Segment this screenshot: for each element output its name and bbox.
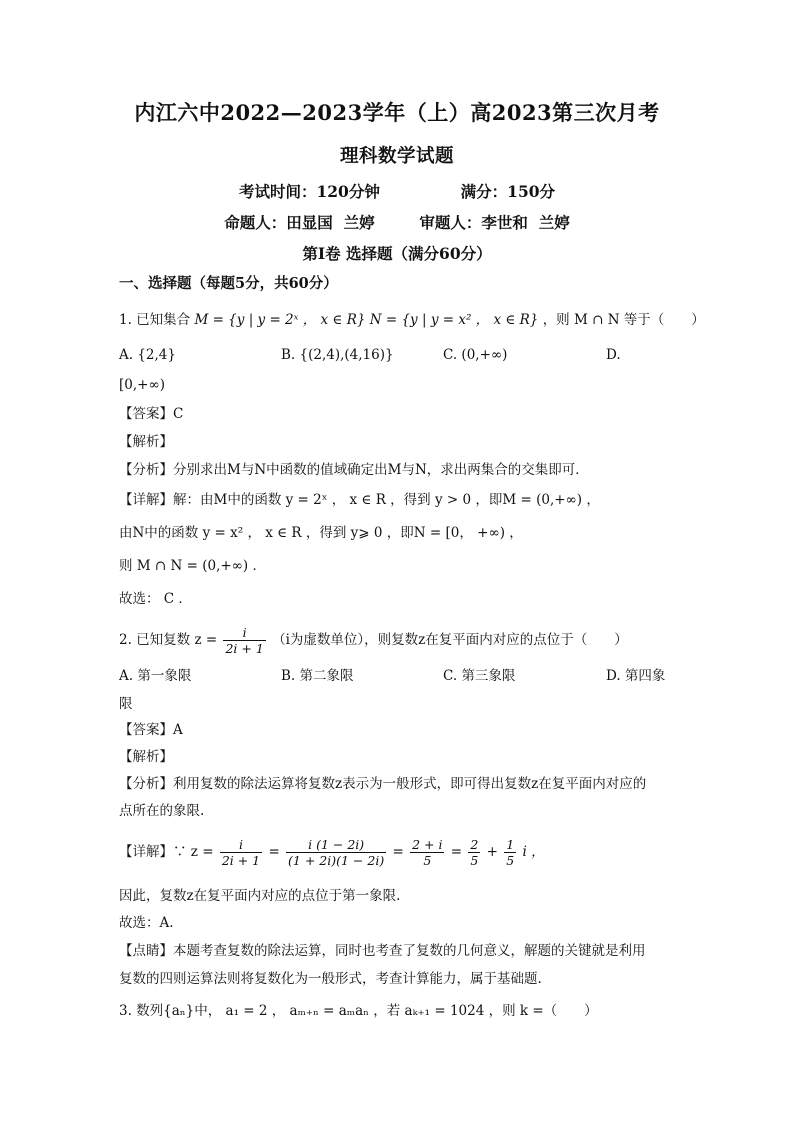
- q3-stem: 3. 数列{aₙ}中， a₁ = 2 ， aₘ₊ₙ = aₘaₙ ，若 aₖ₊₁ = 1024 ，则 k =（ ）: [119, 1003, 598, 1019]
- q2-option-a: A. 第一象限: [119, 668, 192, 684]
- q1-set-n: N = {y | y = x² ， x ∈ R}: [369, 312, 539, 328]
- q2-option-c: C. 第三象限: [443, 668, 516, 684]
- q2-answer: 【答案】A: [119, 722, 183, 738]
- q1-fenxi: 【分析】分别求出M与N中函数的值域确定出M与N，求出两集合的交集即可．: [119, 462, 589, 478]
- q1-detail-3: 则 M ∩ N = (0,+∞) ．: [119, 558, 266, 574]
- q2-dianjing-1: 【点睛】本题考查复数的除法运算，同时也考查了复数的几何意义，解题的关键就是利用: [119, 943, 646, 959]
- q2-dianjing-2: 复数的四则运算法则将复数化为一般形式，考查计算能力，属于基础题.: [119, 971, 542, 987]
- q2-detail-eq-1: =: [268, 844, 280, 860]
- q2-detail-frac-4-den: 5: [470, 853, 479, 868]
- setters-line: [0, 211, 794, 233]
- q2-detail-frac-4-num: 2: [470, 837, 479, 852]
- q2-detail-eq-2: =: [392, 844, 404, 860]
- q2-options: [119, 666, 679, 686]
- q1-options: [119, 345, 679, 365]
- q1-stem-prefix: 1. 已知集合: [119, 312, 191, 328]
- q1-option-a: A. {2,4}: [119, 347, 176, 363]
- exam-subtitle: 理科数学试题: [339, 146, 454, 167]
- q2-stem-prefix: 2. 已知复数 z =: [119, 632, 218, 648]
- q2-detail-frac-3-den: 5: [423, 853, 432, 868]
- exam-time: 考试时间：120分钟: [238, 182, 380, 201]
- exam-title: 内江六中2022—2023学年（上）高2023第三次月考: [134, 100, 660, 125]
- q2-detail-plus: +: [486, 844, 498, 860]
- q2-detail-eq-3: =: [450, 844, 463, 860]
- q2-detail-frac-1-den: 2i + 1: [221, 853, 261, 868]
- q2-detail-frac-1: [220, 837, 262, 868]
- q1-detail-1: 【详解】解：由M中的函数 y = 2ˣ ， x ∈ R ，得到 y > 0 ，即M = (0,+∞) ，: [119, 492, 600, 508]
- q2-detail: [119, 832, 679, 872]
- q2-detail-label: 【详解】∵ z =: [119, 844, 214, 860]
- q2-fenxi-2: 点所在的象限.: [119, 803, 205, 819]
- q1-answer: 【答案】C: [119, 406, 184, 422]
- q2-detail-frac-2: [286, 837, 386, 868]
- reviewers: 审题人：李世和 兰婷: [419, 213, 570, 232]
- q2-detail-frac-5: [504, 837, 516, 868]
- q1-choice: 故选： C ．: [119, 591, 192, 607]
- q2-detail-tail: i ，: [522, 844, 545, 860]
- q2-fenxi-1: 【分析】利用复数的除法运算将复数z表示为一般形式，即可得出复数z在复平面内对应的: [119, 776, 647, 792]
- q2-conclusion: 因此，复数z在复平面内对应的点位于第一象限.: [119, 888, 401, 904]
- q2-fraction: [223, 625, 265, 656]
- q2-choice: 故选：A.: [119, 915, 174, 931]
- q1-analysis-label: 【解析】: [119, 434, 173, 450]
- q2-detail-frac-5-num: 1: [506, 837, 515, 852]
- q2-detail-frac-4: [468, 837, 480, 868]
- q2-detail-frac-2-num: i (1 − 2i): [286, 837, 386, 853]
- q1-option-c: C. (0,+∞): [443, 347, 508, 363]
- q1-option-d-cont: [0,+∞): [119, 377, 165, 393]
- volume-heading: 第Ⅰ卷 选择题（满分60分）: [302, 244, 492, 263]
- q2-option-d: D. 第四象: [606, 668, 666, 684]
- q2-option-d-cont: 限: [119, 696, 133, 712]
- q2-stem-suffix: （i为虚数单位），则复数z在复平面内对应的点位于（ ）: [272, 632, 628, 648]
- q2-option-b: B. 第二象限: [281, 668, 354, 684]
- q1-set-m: M = {y | y = 2ˣ ， x ∈ R}: [194, 312, 366, 328]
- full-score: 满分：150分: [460, 182, 556, 201]
- q2-fraction-num: i: [223, 625, 265, 641]
- q2-detail-frac-2-den: (1 + 2i)(1 − 2i): [288, 853, 385, 868]
- setters: 命题人：田显国 兰婷: [224, 213, 375, 232]
- q2-detail-frac-3: [410, 837, 444, 868]
- q2-analysis-label: 【解析】: [119, 749, 173, 765]
- q2-fraction-den: 2i + 1: [225, 641, 264, 656]
- section-heading: 一、选择题（每题5分，共60分）: [119, 275, 338, 292]
- q1-detail-2: 由N中的函数 y = x² ， x ∈ R ，得到 y⩾ 0 ，即N = [0， +∞) ，: [119, 525, 523, 541]
- q2-detail-frac-3-num: 2 + i: [412, 837, 443, 852]
- q2-stem: [119, 624, 679, 656]
- exam-info-line: [0, 180, 794, 202]
- q2-detail-frac-5-den: 5: [506, 853, 515, 868]
- q2-detail-frac-1-num: i: [220, 837, 262, 853]
- q1-option-d: D.: [606, 347, 621, 363]
- q1-stem: [119, 310, 705, 330]
- q1-stem-suffix: ，则 M ∩ N 等于（ ）: [542, 312, 705, 328]
- q1-option-b: B. {(2,4),(4,16)}: [281, 347, 394, 363]
